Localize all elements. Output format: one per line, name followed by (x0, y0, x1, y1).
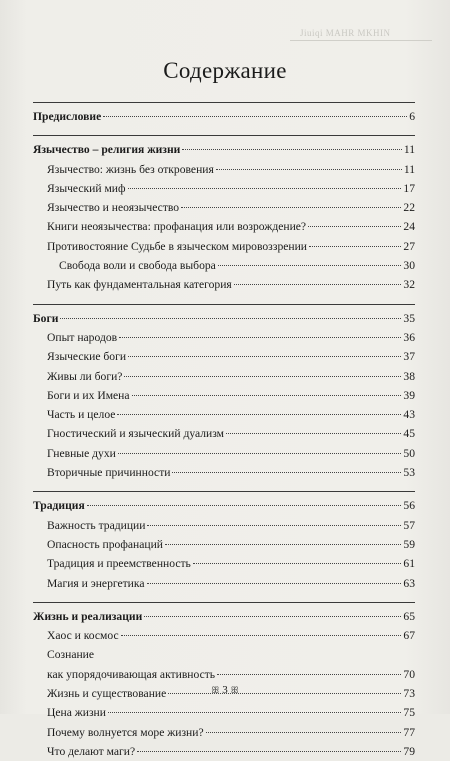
page-title: Содержание (163, 58, 287, 83)
toc-page-number: 57 (403, 518, 415, 532)
toc-page-number: 50 (403, 446, 415, 460)
ornament-left-icon: ꕥ (211, 685, 220, 695)
toc-entry-text: Часть и целое (47, 408, 116, 422)
toc-entry-text: Опыт народов (47, 330, 118, 344)
toc-entry-text: Традиция и преемственность (47, 557, 191, 571)
toc-page-number: 38 (403, 369, 415, 383)
toc-entry-text: Язычество и неоязычество (47, 201, 180, 215)
toc-page-number: 61 (403, 557, 415, 571)
toc-leader (309, 246, 401, 247)
toc-page-number: 17 (403, 181, 415, 195)
toc-page-number: 27 (403, 239, 415, 253)
toc-page-number: 43 (403, 408, 415, 422)
toc-entry-text: Свобода воли и свобода выбора (59, 259, 216, 273)
toc-entry[interactable] (33, 463, 415, 482)
toc-leader (128, 356, 401, 357)
toc-entry-text: Магия и энергетика (47, 576, 145, 590)
toc-section-heading[interactable] (33, 309, 415, 328)
toc-leader (137, 751, 401, 752)
section-rule (33, 491, 415, 492)
toc-entry-text: Язычество: жизнь без откровения (47, 162, 214, 176)
toc-entry-text: Вторичные причинности (47, 466, 171, 480)
toc-page-number: 67 (403, 629, 415, 643)
toc-page-number: 32 (403, 278, 415, 292)
toc-entry[interactable] (33, 535, 415, 554)
toc-entry-text: Языческий миф (47, 181, 126, 195)
toc-page-number: 39 (403, 388, 415, 402)
toc-heading-text: Традиция (33, 499, 85, 513)
toc-leader (147, 583, 402, 584)
toc-entry[interactable] (33, 160, 415, 179)
toc-page-number: 79 (403, 744, 415, 758)
toc-entry-text: Сознание (47, 648, 95, 662)
toc-entry-text: как упорядочивающая активность (47, 667, 216, 681)
toc-entry[interactable] (33, 742, 415, 761)
toc-leader (216, 169, 402, 170)
toc-leader (118, 453, 402, 454)
toc-leader (181, 207, 401, 208)
toc-section-heading[interactable] (33, 607, 415, 626)
toc-leader (117, 414, 401, 415)
toc-leader (206, 732, 402, 733)
toc-entry-text: Жизнь и существование (47, 687, 167, 701)
toc-page-number: 63 (403, 576, 415, 590)
toc-leader (119, 337, 401, 338)
page-number-value: 3 (222, 684, 228, 696)
toc-leader (234, 284, 402, 285)
toc-entry[interactable] (33, 444, 415, 463)
toc-entry[interactable] (33, 626, 415, 645)
toc-entry[interactable] (33, 217, 415, 236)
toc-page-number: 37 (403, 350, 415, 364)
toc-leader (218, 265, 402, 266)
toc-leader (128, 188, 402, 189)
toc-entry-text: Гностический и языческий дуализм (47, 427, 225, 441)
toc-entry-text: Языческие боги (47, 350, 127, 364)
toc-page-number: 75 (403, 706, 415, 720)
toc-leader (226, 433, 401, 434)
toc-page-number: 59 (403, 537, 415, 551)
table-of-contents (33, 102, 415, 761)
toc-leader (193, 563, 402, 564)
toc-leader (217, 674, 401, 675)
toc-leader (124, 376, 401, 377)
toc-page-number: 22 (403, 201, 415, 215)
toc-page-number: 65 (403, 609, 415, 623)
toc-entry[interactable] (33, 554, 415, 573)
section-rule (33, 102, 415, 103)
toc-entry[interactable] (33, 328, 415, 347)
toc-page-number: 11 (403, 143, 415, 157)
toc-entry[interactable] (33, 367, 415, 386)
toc-entry-text: Что делают маги? (47, 744, 136, 758)
section-rule (33, 304, 415, 305)
toc-entry-text: Важность традиции (47, 518, 146, 532)
toc-leader (144, 616, 401, 617)
toc-entry[interactable] (33, 723, 415, 742)
toc-entry-text: Гневные духи (47, 446, 116, 460)
toc-entry[interactable] (33, 347, 415, 366)
toc-page-number: 56 (403, 499, 415, 513)
toc-leader (132, 395, 402, 396)
toc-leader (60, 318, 401, 319)
toc-page-number: 6 (409, 110, 415, 123)
toc-section-heading[interactable] (33, 140, 415, 159)
toc-entry-text: Боги и их Имена (47, 388, 130, 402)
section-rule (33, 602, 415, 603)
toc-entry[interactable] (33, 386, 415, 405)
toc-page-number: 30 (403, 259, 415, 273)
toc-entry-text: Книги неоязычества: профанация или возрождение? (47, 220, 307, 234)
bleed-through-header: Jiuiqi MAHR MKHIN (300, 28, 391, 38)
toc-page-number: 35 (403, 311, 415, 325)
section-rule (33, 135, 415, 136)
toc-entry[interactable] (33, 237, 415, 256)
toc-entry-text: Опасность профанаций (47, 537, 163, 551)
toc-entry[interactable] (33, 424, 415, 443)
toc-leader (182, 149, 402, 150)
toc-entry[interactable] (33, 703, 415, 722)
toc-page-number: 77 (403, 725, 415, 739)
page-number (0, 684, 450, 696)
toc-entry-text: Цена жизни (47, 706, 106, 720)
toc-leader (87, 505, 402, 506)
toc-entry[interactable] (33, 516, 415, 535)
toc-entry-text: Путь как фундаментальная категория (47, 278, 232, 292)
toc-entry-text: Хаос и космос (47, 629, 119, 643)
toc-heading-text: Язычество – религия жизни (33, 143, 181, 157)
toc-leader (172, 472, 401, 473)
toc-entry-text: Почему волнуется море жизни? (47, 725, 204, 739)
toc-page-number: 45 (403, 427, 415, 441)
toc-page-number: 53 (403, 466, 415, 480)
ornament-right-icon: ꕥ (230, 685, 239, 695)
toc-leader (121, 635, 402, 636)
toc-entry[interactable] (33, 179, 415, 198)
toc-entry[interactable] (33, 645, 415, 664)
toc-section-heading[interactable] (33, 496, 415, 515)
toc-entry[interactable] (33, 405, 415, 424)
toc-entry[interactable] (33, 275, 415, 294)
toc-heading-text: Предисловие (33, 110, 102, 123)
toc-section-heading[interactable] (33, 107, 415, 126)
toc-entry[interactable] (33, 574, 415, 593)
toc-entry[interactable] (33, 198, 415, 217)
toc-entry-text: Противостояние Судьбе в языческом мировоззрении (47, 239, 307, 253)
toc-entry[interactable] (33, 256, 415, 275)
toc-leader (147, 525, 401, 526)
toc-leader (103, 116, 407, 117)
toc-leader (108, 712, 401, 713)
toc-entry-text: Живы ли боги? (47, 369, 123, 383)
toc-page-number: 73 (403, 687, 415, 701)
toc-leader (165, 544, 401, 545)
toc-heading-text: Жизнь и реализации (33, 609, 143, 623)
toc-page-number: 70 (403, 667, 415, 681)
toc-page-number: 24 (403, 220, 415, 234)
toc-page-number: 11 (403, 162, 415, 176)
toc-entry[interactable] (33, 665, 415, 684)
toc-page-number: 36 (403, 330, 415, 344)
toc-leader (308, 226, 401, 227)
toc-heading-text: Боги (33, 311, 59, 325)
bleed-through-rule (290, 40, 432, 41)
